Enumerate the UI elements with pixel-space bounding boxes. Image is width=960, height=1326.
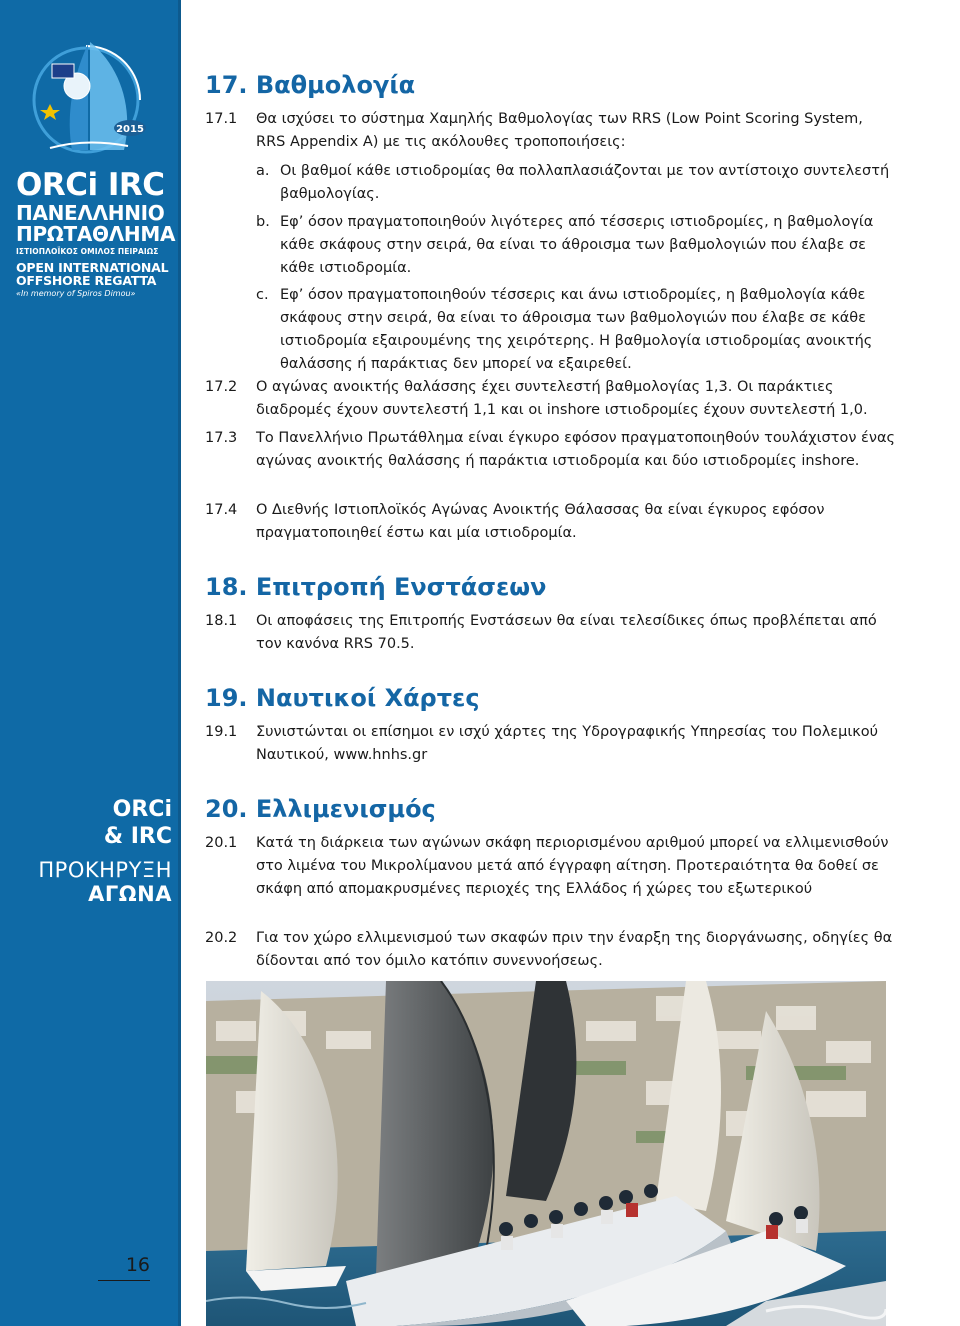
sidebar-label-prokirixi: ΠΡΟΚΗΡΥΞΗ [38,858,172,882]
subitem-letter-b: b. [256,214,270,230]
logo-regatta-line2: OFFSHORE REGATTA [16,273,157,288]
item-number-17-2: 17.2 [205,379,238,395]
item-number-17-3: 17.3 [205,430,238,446]
section-heading-20: 20. Ελλιμενισμός [205,795,436,823]
item-number-18-1: 18.1 [205,613,238,629]
item-text-19-1: Συνιστώνται οι επίσημοι εν ισχύ χάρτες της Υδρογραφικής Υπηρεσίας του Πολεμικού Ναυτικού, www.hnhs.gr [256,724,879,763]
section-heading-19: 19. Ναυτικοί Χάρτες [205,684,480,712]
logo-title-line2: ΠΡΩΤΑΘΛΗΜΑ [16,222,176,246]
sidebar-label-irc: & IRC [103,824,172,849]
sidebar [0,0,178,1326]
sail-emblem-icon [32,38,150,166]
item-number-19-1: 19.1 [205,724,238,740]
item-number-17-1: 17.1 [205,111,238,127]
page-number: 16 [125,1254,150,1276]
item-text-20-2: Για τον χώρο ελλιμενισμού των σκαφών πριν την έναρξη της διοργάνωσης, οδηγίες θα δίδονται από τον όμιλο κατόπιν συνεννοήσεως. [256,930,893,969]
item-number-20-1: 20.1 [205,835,238,851]
subitem-letter-a: a. [256,163,270,179]
subitem-text-c: Εφ’ όσον πραγματοποιηθούν τέσσερις και άνω ιστιοδρομίες, η βαθμολογία κάθε σκάφους στην σειρά, θα είναι το άθροισμα των βαθμολογιών που έλαβε σε κάθε ιστιοδρομία εξαιρουμένης της χειρότερης. Η βαθμολογία ιστιοδρομίας ανοικτής θαλάσσης ή παράκτιας δεν μπορεί να εξαιρεθεί. [280,287,873,372]
item-text-17-2: Ο αγώνας ανοικτής θαλάσσης έχει συντελεστή βαθμολογίας 1,3. Οι παράκτιες διαδρομές έχουν συντελεστή 1,1 και οι inshore ιστιοδρομίες έχουν συντελεστή 1,0. [256,379,868,418]
item-text-17-1: Θα ισχύσει το σύστημα Χαμηλής Βαθμολογίας των RRS (Low Point Scoring System, RRS Appendix A) με τις ακόλουθες τροποποιήσεις: [256,111,863,150]
logo-club: ΙΣΤΙΟΠΛΟΪΚΟΣ ΟΜΙΛΟΣ ΠΕΙΡΑΙΩΣ [16,247,159,256]
item-number-20-2: 20.2 [205,930,238,946]
logo-memory: «In memory of Spiros Dimou» [16,288,136,298]
section-heading-17: 17. Βαθμολογία [205,71,416,99]
item-number-17-4: 17.4 [205,502,238,518]
subitem-letter-c: c. [256,287,269,303]
item-text-17-3: Το Πανελλήνιο Πρωτάθλημα είναι έγκυρο εφόσον πραγματοποιηθούν τουλάχιστον ένας αγώνας ανοικτής θαλάσσης ή παράκτια ιστιοδρομία και δύο ιστιοδρομίες inshore. [256,430,896,469]
item-text-18-1: Οι αποφάσεις της Επιτροπής Ενστάσεων θα είναι τελεσίδικες όπως προβλέπεται από τον κανόνα RRS 70.5. [256,613,877,652]
logo-brand: ORCi IRC [16,167,165,203]
logo-regatta-line1: OPEN INTERNATIONAL [16,259,169,275]
subitem-text-b: Εφ’ όσον πραγματοποιηθούν λιγότερες από τέσσερις ιστιοδρομίες, η βαθμολογία κάθε σκάφους στην σειρά, θα είναι το άθροισμα των βαθμολογιών που έλαβε σε κάθε ιστιοδρομία. [280,214,874,276]
subitem-text-a: Οι βαθμοί κάθε ιστιοδρομίας θα πολλαπλασιάζονται με τον αντίστοιχο συντελεστή βαθμολογίας. [280,163,890,202]
section-heading-18: 18. Επιτροπή Ενστάσεων [205,573,547,601]
item-text-17-4: Ο Διεθνής Ιστιοπλοϊκός Αγώνας Ανοικτής Θάλασσας θα είναι έγκυρος εφόσον πραγματοποιηθεί έστω και μία ιστιοδρομία. [256,502,825,541]
sidebar-label-orci: ORCi [112,797,172,822]
sidebar-divider [178,0,181,1326]
page-number-underline [98,1280,150,1281]
event-logo [16,38,176,298]
sidebar-label-agona: ΑΓΩΝΑ [88,882,172,906]
logo-title-line1: ΠΑΝΕΛΛΗΝΙΟ [16,201,165,225]
sailing-race-illustration [206,981,886,1326]
sailing-race-photo [206,981,886,1326]
item-text-20-1: Κατά τη διάρκεια των αγώνων σκάφη περιορισμένου αριθμού μπορεί να ελλιμενισθούν στο λιμένα του Μικρολίμανου μετά από έγγραφη αίτηση. Προτεραιότητα θα δοθεί σε σκάφη από απομακρυσμένες περιοχές της Ελλάδος ή χώρες του εξωτερικού [256,835,889,897]
logo-year: 2015 [116,124,144,135]
